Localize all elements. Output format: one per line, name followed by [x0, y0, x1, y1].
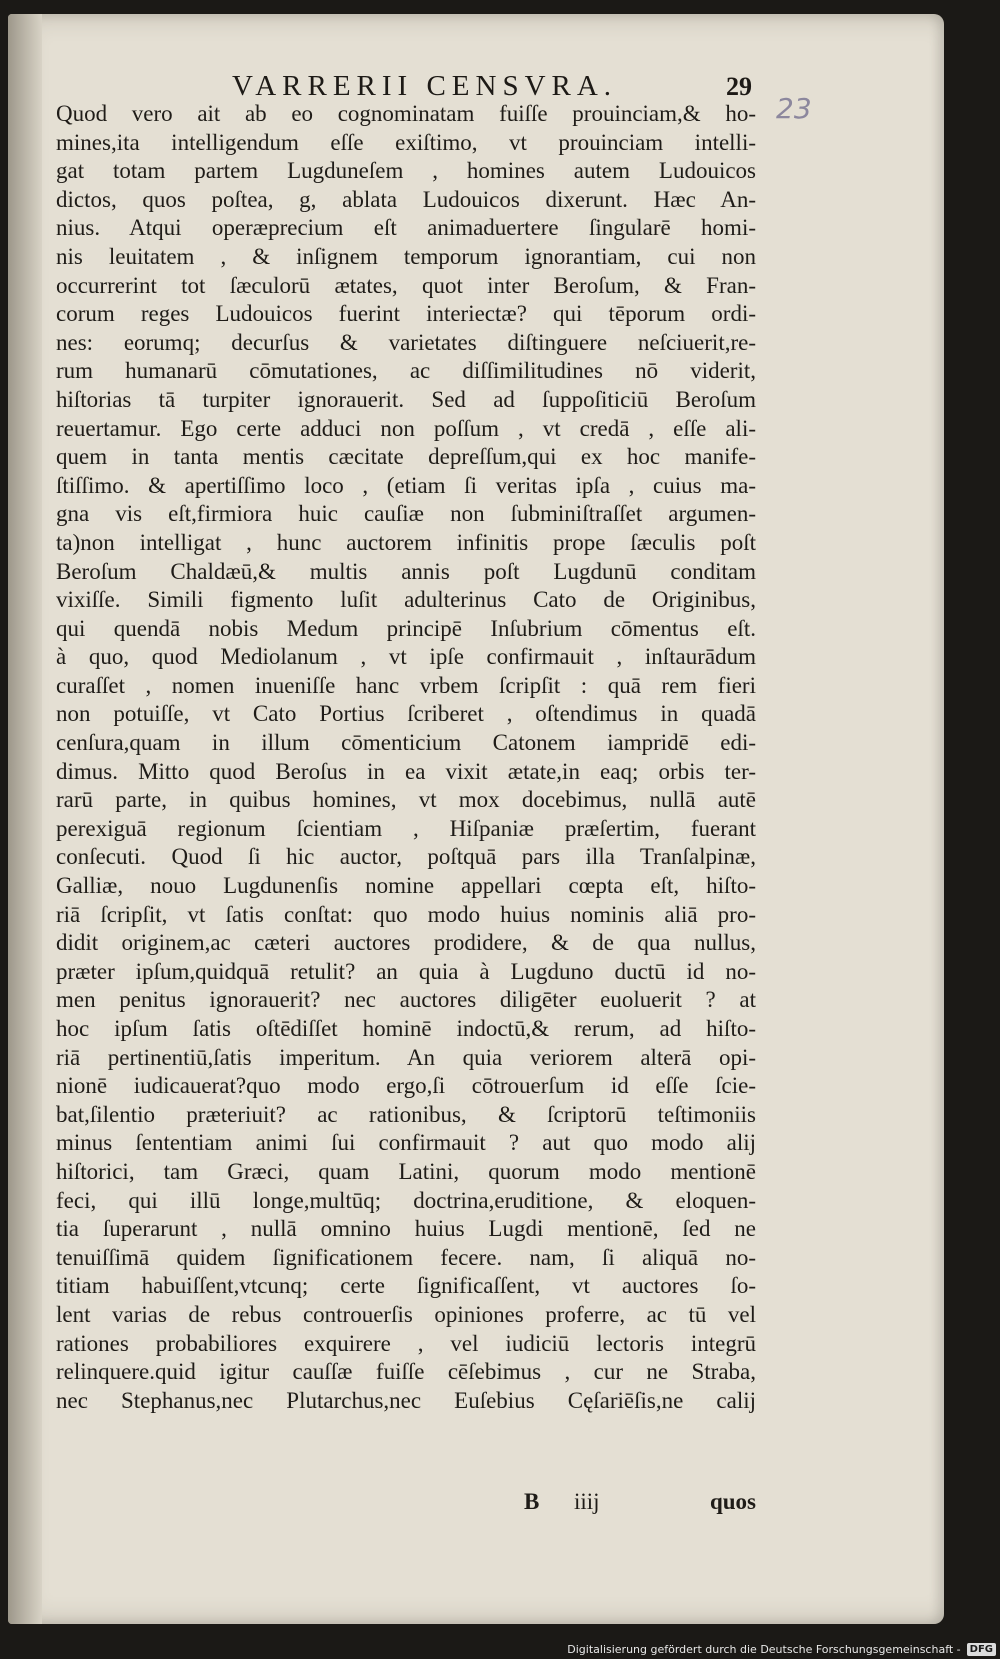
- text-line: nis leuitatem , & inſignem temporum ignorantiam, cui non: [56, 243, 756, 269]
- text-line: gat totam partem Lugduneſem , homines autem Ludouicos: [56, 158, 756, 184]
- page-gutter: [8, 14, 42, 1624]
- book-page: [8, 14, 944, 1624]
- text-line: dictos, quos poſtea, g, ablata Ludouicos dixerunt. Hæc An-: [56, 186, 756, 212]
- text-line: quem in tanta mentis cæcitate depreſſum,qui ex hoc manife-: [56, 444, 756, 470]
- text-line: conſecuti. Quod ſi hic auctor, poſtquā pars illa Tranſalpinæ,: [56, 844, 756, 870]
- page-number: 29: [726, 72, 752, 101]
- text-line: reuertamur. Ego certe adduci non poſſum , vt credā , eſſe ali-: [56, 415, 756, 441]
- running-title: VARRERII CENSVRA.: [232, 70, 618, 102]
- text-line: occurrerint tot ſæculorū ætates, quot inter Beroſum, & Fran-: [56, 272, 756, 298]
- text-line: hiſtorici, tam Græci, quam Latini, quorum modo mentionē: [56, 1158, 756, 1184]
- footer-credit: Digitalisierung gefördert durch die Deutsche Forschungsgemeinschaft -: [567, 1643, 961, 1656]
- text-line: didit originem,ac cæteri auctores prodidere, & de qua nullus,: [56, 930, 756, 956]
- text-line: mines,ita intelligendum eſſe exiſtimo, vt prouinciam intelli-: [56, 129, 756, 155]
- digitization-footer: [567, 1643, 996, 1656]
- text-line: à quo, quod Mediolanum , vt ipſe confirmauit , inſtaurādum: [56, 644, 756, 670]
- text-line: minus ſententiam animi ſui confirmauit ? aut quo modo alij: [56, 1130, 756, 1156]
- text-line: Beroſum Chaldæū,& multis annis poſt Lugdunū conditam: [56, 558, 756, 584]
- text-line: gna vis eſt,firmiora huic cauſiæ non ſubminiſtraſſet argumen-: [56, 501, 756, 527]
- text-line: tia ſuperarunt , nullā omnino huius Lugdi mentionē, ſed ne: [56, 1216, 756, 1242]
- signature-mark: B: [524, 1489, 540, 1514]
- catchword: quos: [709, 1489, 756, 1514]
- signature-number: iiij: [574, 1489, 600, 1514]
- text-line: Quod vero ait ab eo cognominatam fuiſſe prouinciam,& ho-: [56, 101, 756, 126]
- text-line: nec Stephanus,nec Plutarchus,nec Euſebius Cęſariēſis,ne calij: [56, 1387, 756, 1413]
- text-line: vixiſſe. Simili figmento luſit adulterinus Cato de Originibus,: [56, 587, 756, 613]
- catchline: [56, 1489, 756, 1519]
- text-line: nionē iudicauerat?quo modo ergo,ſi cōtrouerſum id eſſe ſcie-: [56, 1073, 756, 1099]
- text-line: præter ipſum,quidquā retulit? an quia à Lugduno ductū id no-: [56, 958, 756, 984]
- pencil-annotation: 23: [776, 92, 812, 125]
- text-line: rationes probabiliores exquirere , vel iudiciū lectoris integrū: [56, 1330, 756, 1356]
- text-line: nes: eorumq; decurſus & varietates diſtinguere neſciuerit,re-: [56, 329, 756, 355]
- text-line: hiſtorias tā turpiter ignorauerit. Sed ad ſuppoſiticiū Beroſum: [56, 386, 756, 412]
- text-line: titiam habuiſſent,vtcunq; certe ſignificaſſent, vt auctores ſo-: [56, 1273, 756, 1299]
- text-line: ta)non intelligat , hunc auctorem infinitis prope ſæculis poſt: [56, 529, 756, 555]
- text-line: non potuiſſe, vt Cato Portius ſcriberet , oſtendimus in quadā: [56, 701, 756, 727]
- text-line: men penitus ignorauerit? nec auctores diligēter euoluerit ? at: [56, 987, 756, 1013]
- text-line: riā pertinentiū,ſatis imperitum. An quia veriorem alterā opi-: [56, 1044, 756, 1070]
- text-line: ſtiſſimo. & apertiſſimo loco , (etiam ſi veritas ipſa , cuius ma-: [56, 472, 756, 498]
- text-line: cenſura,quam in illum cōmenticium Catonem iampridē edi-: [56, 730, 756, 756]
- text-line: lent varias de rebus controuerſis opiniones proferre, ac tū vel: [56, 1301, 756, 1327]
- page-header: [54, 58, 752, 102]
- text-line: dimus. Mitto quod Beroſus in ea vixit ætate,in eaq; orbis ter-: [56, 758, 756, 784]
- text-line: Galliæ, nouo Lugdunenſis nomine appellari cœpta eſt, hiſto-: [56, 873, 756, 899]
- text-line: rum humanarū cōmutationes, ac diſſimilitudines nō viderit,: [56, 358, 756, 384]
- text-line: feci, qui illū longe,multūq; doctrina,eruditione, & eloquen-: [56, 1187, 756, 1213]
- text-line: bat,ſilentio præteriuit? ac rationibus, & ſcriptorū teſtimoniis: [56, 1101, 756, 1127]
- text-line: corum reges Ludouicos fuerint interiectæ? qui tēporum ordi-: [56, 301, 756, 327]
- body-text: [56, 100, 756, 1415]
- text-line: tenuiſſimā quidem ſignificationem fecere. nam, ſi aliquā no-: [56, 1244, 756, 1270]
- text-line: nius. Atqui operæprecium eſt animaduertere ſingularē homi-: [56, 215, 756, 241]
- text-line: curaſſet , nomen inueniſſe hanc vrbem ſcripſit : quā rem fieri: [56, 672, 756, 698]
- text-line: rarū parte, in quibus homines, vt mox docebimus, nullā autē: [56, 787, 756, 813]
- text-line: relinquere.quid igitur cauſſæ fuiſſe cēſebimus , cur ne Straba,: [56, 1359, 756, 1385]
- text-line: qui quendā nobis Medum principē Inſubrium cōmentus eſt.: [56, 615, 756, 641]
- dfg-logo-icon: DFG: [967, 1643, 996, 1656]
- text-line: perexiguā regionum ſcientiam , Hiſpaniæ præſertim, fuerant: [56, 815, 756, 841]
- text-line: hoc ipſum ſatis oſtēdiſſet hominē indoctū,& rerum, ad hiſto-: [56, 1016, 756, 1041]
- text-line: riā ſcripſit, vt ſatis conſtat: quo modo huius nominis aliā pro-: [56, 901, 756, 927]
